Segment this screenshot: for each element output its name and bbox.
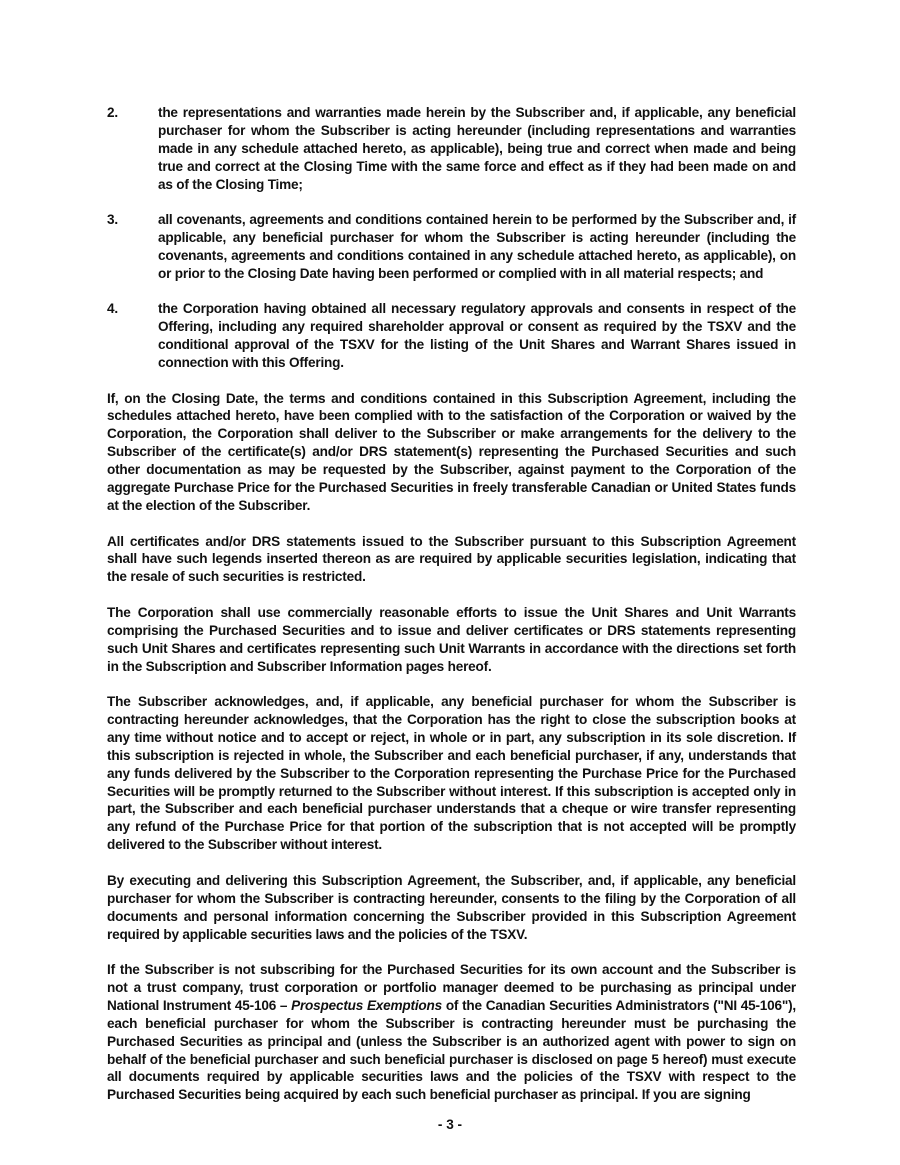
instrument-title: Prospectus Exemptions <box>291 997 442 1013</box>
condition-text: the Corporation having obtained all necessary regulatory approvals and consents in respect of the Offering, including any required shareholder approval or consent as required by the TSXV and the conditional approval of the TSXV for the listing of the Unit Shares and Warrant Shares issued in connection with this Offering. <box>158 301 796 371</box>
page-body <box>107 104 796 1104</box>
condition-number: 3. <box>107 212 118 228</box>
paragraph-issuance: The Corporation shall use commercially reasonable efforts to issue the Unit Shares and Unit Warrants comprising the Purchased Securities and to issue and deliver certificates or DRS statements representing such Unit Shares and certificates representing such Unit Warrants in accordance with the directions set forth in the Subscription and Subscriber Information pages hereof. <box>107 604 796 674</box>
condition-item-2 <box>107 104 796 194</box>
paragraph-filing-consent: By executing and delivering this Subscription Agreement, the Subscriber, and, if applicable, any beneficial purchaser for whom the Subscriber is contracting hereunder, consents to the filing by the Corporation of all documents and personal information concerning the Subscriber provided in this Subscription Agreement required by applicable securities laws and the policies of the TSXV. <box>107 872 796 942</box>
page-number: - 3 - <box>437 1117 463 1132</box>
paragraph-legends: All certificates and/or DRS statements issued to the Subscriber pursuant to this Subscription Agreement shall have such legends inserted thereon as are required by applicable securities legislation, indicating that the resale of such securities is restricted. <box>107 533 796 585</box>
paragraph-beneficial-purchaser <box>107 961 796 1104</box>
condition-item-4 <box>107 300 796 372</box>
condition-text: the representations and warranties made herein by the Subscriber and, if applicable, any beneficial purchaser for whom the Subscriber is acting hereunder (including representations and warranties made in any schedule attached hereto, as applicable), being true and correct when made and being true and correct at the Closing Time with the same force and effect as if they had been made on and as of the Closing Time; <box>158 105 796 192</box>
paragraph-acceptance: The Subscriber acknowledges, and, if applicable, any beneficial purchaser for whom the Subscriber is contracting hereunder acknowledges, that the Corporation has the right to close the subscription books at any time without notice and to accept or reject, in whole or in part, any subscription in its sole discretion. If this subscription is rejected in whole, the Subscriber and each beneficial purchaser, if any, understands that any funds delivered by the Subscriber to the Corporation representing the Purchase Price for the Purchased Securities will be promptly returned to the Subscriber without interest. If this subscription is accepted only in part, the Subscriber and each beneficial purchaser understands that a cheque or wire transfer representing any refund of the Purchase Price for that portion of the subscription that is not accepted will be promptly delivered to the Subscriber without interest. <box>107 694 796 853</box>
paragraph-text-part-2: of the Canadian Securities Administrators ("NI 45-106"), each beneficial purchaser for whom the Subscriber is contracting hereunder must be purchasing the Purchased Securities as principal and (unless the Subscriber is an authorized agent with power to sign on behalf of the beneficial purchaser and such beneficial purchaser is disclosed on page 5 hereof) must execute all documents required by applicable securities laws and the policies of the TSXV with respect to the Purchased Securities being acquired by each such beneficial purchaser as principal. If you are signing <box>107 997 797 1103</box>
condition-number: 4. <box>107 301 118 317</box>
condition-number: 2. <box>107 105 118 120</box>
paragraph-text-part-1: If the Subscriber is not subscribing for the Purchased Securities for its own account and the Subscriber is not a trust company, trust corporation or portfolio manager deemed to be purchasing as principal under National Instrument 45-106 – <box>107 962 796 1013</box>
condition-text: all covenants, agreements and conditions contained herein to be performed by the Subscriber and, if applicable, any beneficial purchaser for whom the Subscriber is acting hereunder (including the covenants, agreements and conditions contained in any schedule attached hereto, as applicable), on or prior to the Closing Date having been performed or complied with in all material respects; and <box>158 212 796 281</box>
condition-item-3 <box>107 211 796 283</box>
paragraph-closing-delivery: If, on the Closing Date, the terms and conditions contained in this Subscription Agreement, including the schedules attached hereto, have been complied with to the satisfaction of the Corporation or waived by the Corporation, the Corporation shall deliver to the Subscriber or make arrangements for the delivery to the Subscriber of the certificate(s) and/or DRS statement(s) representing the Purchased Securities and such other documentation as may be requested by the Subscriber, against payment to the Corporation of the aggregate Purchase Price for the Purchased Securities in freely transferable Canadian or United States funds at the election of the Subscriber. <box>107 390 796 513</box>
